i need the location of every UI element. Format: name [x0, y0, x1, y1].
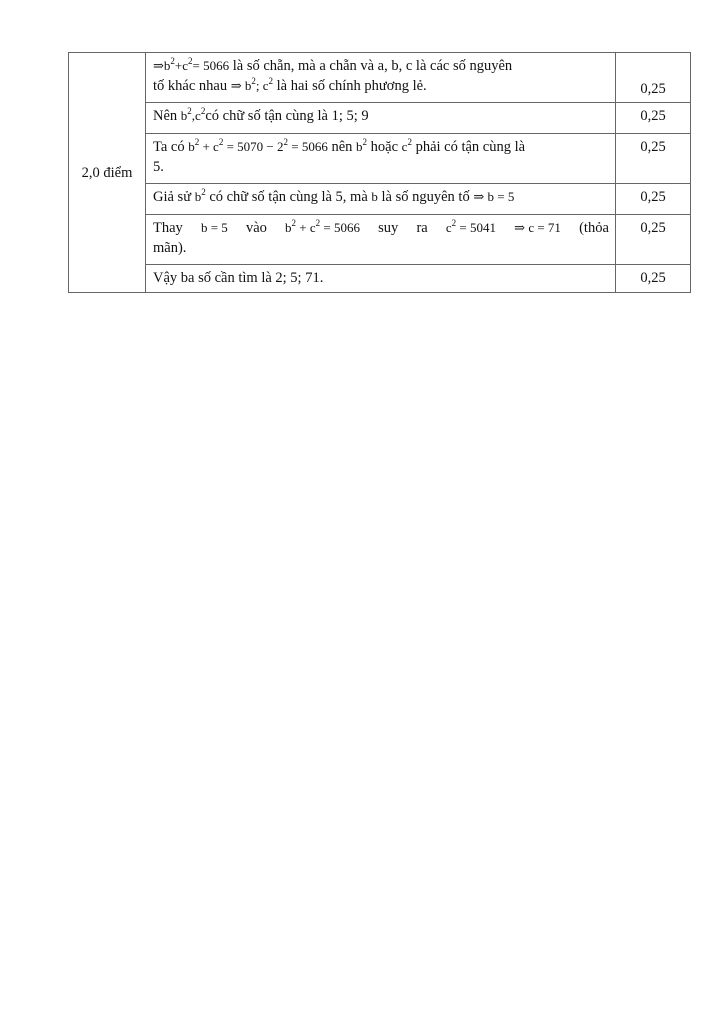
- content-cell: Nên $b^2,c^2có$ chữ số tận cùng là 1; 5; 9: [146, 103, 616, 134]
- table-row: [69, 184, 691, 215]
- table-row: [69, 53, 691, 103]
- points-cell: [616, 215, 691, 265]
- points-value: 0,25: [640, 189, 666, 205]
- points-value: 0,25: [640, 108, 666, 124]
- table-row: [69, 265, 691, 293]
- points-cell: [616, 265, 691, 293]
- content-line: Thay b = 5 vào $b^2 + c^2 = 5066$ suy ra $c^2 = 5041$ ⇒ c = 71 (thỏa: [153, 218, 609, 236]
- content-cell: Vậy ba số cần tìm là 2; 5; 71.: [146, 265, 616, 293]
- points-cell: [616, 53, 691, 103]
- grading-table: [68, 52, 691, 293]
- points-cell: [616, 134, 691, 184]
- content-cell: [146, 53, 616, 103]
- score-label: 2,0 điểm: [81, 164, 133, 181]
- table-row: [69, 103, 691, 134]
- content-line: Ta có $b^2 + c^2 = 5070 - 2^2 = 5066$ nên $b^2$ hoặc $c^2$ phải có tận cùng là: [153, 137, 526, 155]
- content-line: tố khác nhau ⇒ $b^2$; $c^2$ là hai số chính phương lẻ.: [153, 76, 427, 94]
- points-value: 0,25: [640, 220, 666, 236]
- table-row: [69, 215, 691, 265]
- points-value: 0,25: [640, 81, 666, 97]
- content-line: mãn).: [153, 240, 187, 256]
- points-cell: [616, 184, 691, 215]
- points-value: 0,25: [640, 139, 666, 155]
- implies-symbol: ⇒: [230, 78, 242, 93]
- content-line: $\Rightarrow b^2+c^2= 5066$ là số chẵn, mà a chẵn và a, b, c là các số nguyên: [153, 56, 513, 74]
- score-cell: [69, 53, 146, 293]
- implies-symbol: ⇒: [473, 189, 485, 204]
- points-value: 0,25: [640, 270, 666, 286]
- implies-symbol: ⇒: [153, 58, 164, 73]
- implies-symbol: ⇒: [514, 220, 526, 235]
- content-cell: [146, 215, 616, 265]
- table-row: [69, 134, 691, 184]
- points-cell: [616, 103, 691, 134]
- content-cell: Giả sử $b^2$ có chữ số tận cùng là 5, mà b là số nguyên tố ⇒ b = 5: [146, 184, 616, 215]
- content-line: 5.: [153, 159, 164, 175]
- content-cell: [146, 134, 616, 184]
